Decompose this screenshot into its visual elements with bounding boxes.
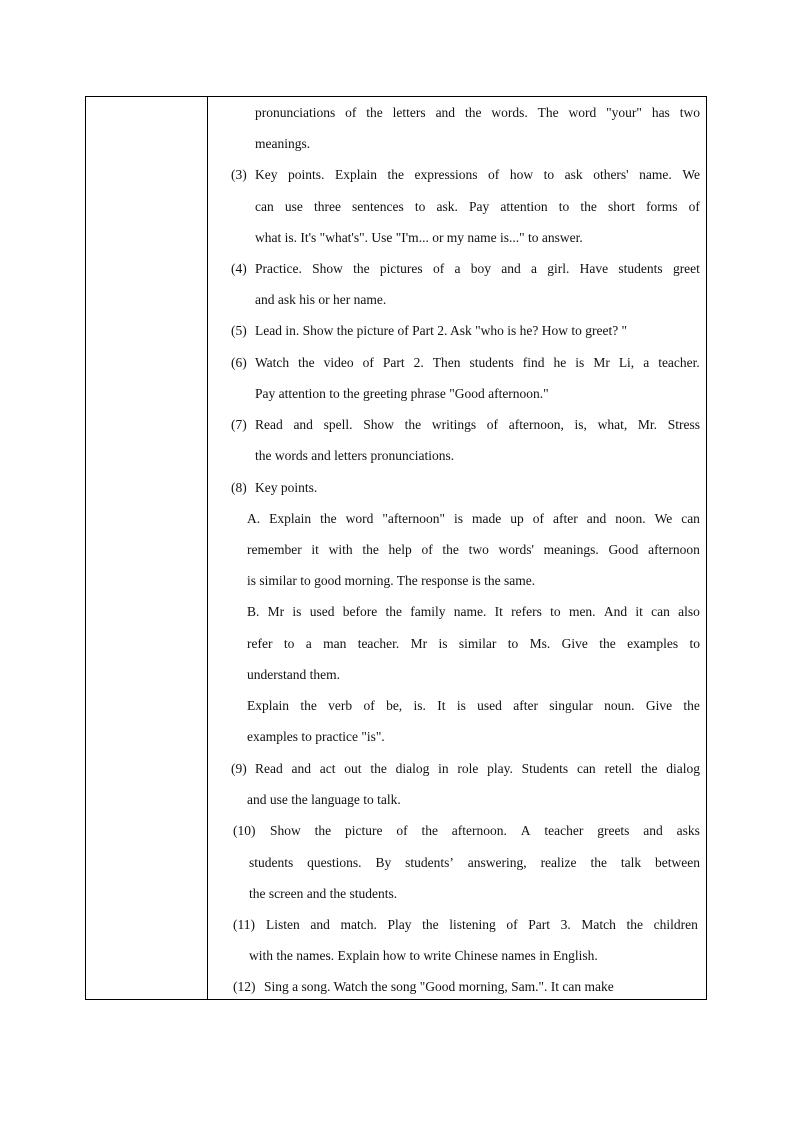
word: can [255, 199, 274, 214]
word: students [469, 355, 514, 370]
word: remember [247, 542, 302, 557]
word: and [291, 761, 312, 776]
word: men. [568, 604, 596, 619]
word: listening [449, 917, 496, 932]
word: the [300, 698, 317, 713]
word: a [643, 355, 650, 370]
word: play. [487, 761, 513, 776]
word: of [488, 167, 500, 182]
word: afternoon [648, 542, 700, 557]
word: a [305, 636, 312, 651]
word: the [387, 167, 404, 182]
word: Give [645, 698, 673, 713]
word: and [310, 917, 330, 932]
word: family [410, 604, 446, 619]
word: writings [431, 417, 477, 432]
item-line: meanings. [255, 136, 311, 151]
word: teacher. [357, 636, 400, 651]
word: Read [255, 761, 283, 776]
item-line [255, 167, 700, 183]
item-marker: (8) [231, 480, 247, 495]
word: it [311, 542, 319, 557]
word: meanings. [543, 542, 599, 557]
word: pronunciations [255, 105, 336, 120]
word: of [363, 698, 375, 713]
word: students’ [405, 855, 454, 870]
word: greets [597, 823, 630, 838]
word: to [283, 636, 295, 651]
word: the [640, 761, 658, 776]
item-marker: (12) [233, 979, 256, 994]
word: before [342, 604, 378, 619]
word: similar [458, 636, 497, 651]
word: dialog [666, 761, 700, 776]
word: points. [288, 167, 325, 182]
word: video [323, 355, 354, 370]
word: man [323, 636, 347, 651]
word: retell [604, 761, 633, 776]
word: Stress [667, 417, 700, 432]
sub-item-line: examples to practice "is". [247, 729, 385, 744]
word: used [309, 604, 335, 619]
word: can [681, 511, 700, 526]
word: Match [581, 917, 616, 932]
word: is [454, 511, 464, 526]
word: "your" [606, 105, 642, 120]
word: teacher. [658, 355, 700, 370]
word: of [688, 199, 700, 214]
word: We [682, 167, 700, 182]
word: of [432, 261, 445, 276]
item-line: and use the language to talk. [247, 792, 401, 807]
sub-item-line [247, 636, 700, 652]
word: the [683, 698, 700, 713]
word: the [626, 917, 644, 932]
word: letters [392, 105, 426, 120]
word: to [689, 636, 700, 651]
word: of [486, 417, 499, 432]
word: 2. [413, 355, 424, 370]
word: students [618, 261, 663, 276]
word: can [576, 761, 596, 776]
word: the [370, 761, 387, 776]
item-line: and ask his or her name. [255, 292, 387, 307]
word: of [532, 511, 545, 526]
word: 3. [560, 917, 571, 932]
word: with [328, 542, 353, 557]
item-marker: (7) [231, 417, 247, 432]
word: It [437, 698, 446, 713]
word: noun. [604, 698, 635, 713]
word: the [464, 105, 482, 120]
item-line: the screen and the students. [249, 886, 398, 901]
item-line [255, 199, 700, 215]
word: of [345, 105, 357, 120]
item-line: with the names. Explain how to write Chinese names in English. [249, 948, 598, 963]
word: students [249, 855, 294, 870]
procedure-cell [208, 97, 706, 999]
word: ask. [436, 199, 458, 214]
word: Play [387, 917, 412, 932]
word: Watch [255, 355, 290, 370]
word: the [599, 636, 616, 651]
word: up [510, 511, 524, 526]
word: Show [312, 261, 343, 276]
word: two [679, 105, 700, 120]
item-line [255, 355, 700, 371]
word: It [494, 604, 503, 619]
item-marker: (5) [231, 323, 247, 338]
word: Mr [593, 355, 610, 370]
word: find [522, 355, 545, 370]
word: Pay [469, 199, 490, 214]
word: of [396, 823, 408, 838]
word: Part [382, 355, 405, 370]
word: the [366, 105, 383, 120]
word: is [575, 355, 585, 370]
word: after [513, 698, 538, 713]
sub-item-line: understand them. [247, 667, 340, 682]
word: afternoon, [508, 417, 564, 432]
word: Listen [266, 917, 300, 932]
sub-item-line: is similar to good morning. The response is the same. [247, 573, 536, 588]
word: children [653, 917, 698, 932]
word: picture [344, 823, 383, 838]
item-line [249, 855, 700, 871]
word: is [456, 698, 466, 713]
word: between [655, 855, 700, 870]
word: and [643, 823, 663, 838]
word: use [284, 199, 303, 214]
word: name. [639, 167, 672, 182]
word: B. [247, 604, 260, 619]
word: dialog [395, 761, 430, 776]
word: spell. [323, 417, 353, 432]
word: afternoon. [451, 823, 507, 838]
word: ask [564, 167, 583, 182]
item-line [255, 761, 700, 777]
word: A. [247, 511, 261, 526]
lesson-table [85, 96, 707, 1000]
word: of [506, 917, 518, 932]
item-line: Pay attention to the greeting phrase "Good afternoon." [255, 386, 549, 401]
sub-item-line [247, 542, 700, 558]
word: others' [593, 167, 629, 182]
word: the [385, 604, 402, 619]
word: it [635, 604, 643, 619]
item-line: what is. It's "what's". Use "I'm... or my name is..." to answer. [255, 230, 583, 245]
word: the [404, 417, 422, 432]
word: Have [579, 261, 609, 276]
item-line: the words and letters pronunciations. [255, 448, 455, 463]
word: sentences [352, 199, 404, 214]
word: "afternoon" [382, 511, 446, 526]
item-line [266, 917, 698, 933]
item-marker: (4) [231, 261, 247, 276]
word: of [421, 542, 433, 557]
word: Part [528, 917, 551, 932]
word: refers [511, 604, 542, 619]
word: and [501, 261, 521, 276]
word: is [438, 636, 448, 651]
word: match. [340, 917, 377, 932]
word: to [558, 199, 570, 214]
word: Ms. [529, 636, 551, 651]
word: singular [549, 698, 593, 713]
word: Explain [334, 167, 377, 182]
word: act [319, 761, 336, 776]
word: Practice. [255, 261, 302, 276]
word: the [298, 355, 315, 370]
word: the [442, 542, 459, 557]
word: is [292, 604, 302, 619]
word: The [537, 105, 559, 120]
item-line: Sing a song. Watch the song "Good morning, Sam.". It can make [264, 979, 614, 994]
item-marker: (6) [231, 355, 247, 370]
word: the [362, 542, 379, 557]
word: noon. [615, 511, 646, 526]
word: also [678, 604, 700, 619]
word: We [654, 511, 673, 526]
item-marker: (10) [233, 823, 256, 838]
word: is. [413, 698, 426, 713]
word: two [468, 542, 489, 557]
item-marker: (3) [231, 167, 247, 182]
word: pictures [379, 261, 423, 276]
item-line [255, 105, 700, 121]
word: words' [498, 542, 534, 557]
word: refer [247, 636, 273, 651]
sub-item-line [247, 511, 700, 527]
word: to [550, 604, 561, 619]
word: how [509, 167, 534, 182]
word: Students [521, 761, 569, 776]
word: the [422, 917, 439, 932]
item-line [270, 823, 700, 839]
word: Mr [267, 604, 285, 619]
word: in [438, 761, 449, 776]
word: role [457, 761, 479, 776]
word: and [435, 105, 456, 120]
word: words. [491, 105, 528, 120]
item-marker: (9) [231, 761, 247, 776]
word: Explain [269, 511, 312, 526]
word: the [421, 823, 438, 838]
word: the [314, 823, 332, 838]
word: Then [432, 355, 461, 370]
word: girl. [547, 261, 570, 276]
word: is, [574, 417, 587, 432]
word: forms [646, 199, 678, 214]
word: of [362, 355, 374, 370]
word: a [454, 261, 461, 276]
word: talk [620, 855, 642, 870]
word: to [414, 199, 426, 214]
word: boy [470, 261, 491, 276]
word: teacher [544, 823, 584, 838]
word: can [651, 604, 670, 619]
word: answering, [467, 855, 527, 870]
word: greet [672, 261, 700, 276]
item-line: Lead in. Show the picture of Part 2. Ask "who is he? How to greet? " [255, 323, 628, 338]
word: And [603, 604, 628, 619]
word: Mr [410, 636, 428, 651]
word: what, [597, 417, 628, 432]
word: to [507, 636, 519, 651]
word: used [477, 698, 502, 713]
item-line [255, 417, 700, 433]
word: Good [608, 542, 639, 557]
word: he [553, 355, 567, 370]
word: realize [540, 855, 577, 870]
item-line: Key points. [255, 480, 318, 495]
word: and [586, 511, 607, 526]
word: short [607, 199, 635, 214]
word: Give [561, 636, 588, 651]
word: be, [386, 698, 403, 713]
word: the [320, 511, 337, 526]
word: name. [453, 604, 487, 619]
word: word [345, 511, 374, 526]
word: expressions [414, 167, 478, 182]
word: verb [328, 698, 353, 713]
word: a [531, 261, 537, 276]
word: three [313, 199, 341, 214]
sub-item-line [247, 698, 700, 714]
word: Key [255, 167, 278, 182]
word: help [388, 542, 412, 557]
word: asks [676, 823, 700, 838]
word: the [580, 199, 597, 214]
word: Show [270, 823, 301, 838]
sub-item-line [247, 604, 700, 620]
word: to [543, 167, 555, 182]
word: the [590, 855, 607, 870]
word: word [568, 105, 597, 120]
word: Read [255, 417, 283, 432]
word: out [344, 761, 362, 776]
word: questions. [307, 855, 362, 870]
word: Explain [247, 698, 289, 713]
item-line [255, 261, 700, 277]
word: the [353, 261, 370, 276]
word: examples [627, 636, 679, 651]
word: and [293, 417, 313, 432]
word: Show [363, 417, 394, 432]
word: after [553, 511, 578, 526]
word: has [651, 105, 670, 120]
word: made [472, 511, 502, 526]
word: A [520, 823, 531, 838]
word: Mr. [637, 417, 658, 432]
word: By [375, 855, 392, 870]
word: Li, [618, 355, 635, 370]
item-marker: (11) [233, 917, 255, 932]
word: attention [500, 199, 548, 214]
